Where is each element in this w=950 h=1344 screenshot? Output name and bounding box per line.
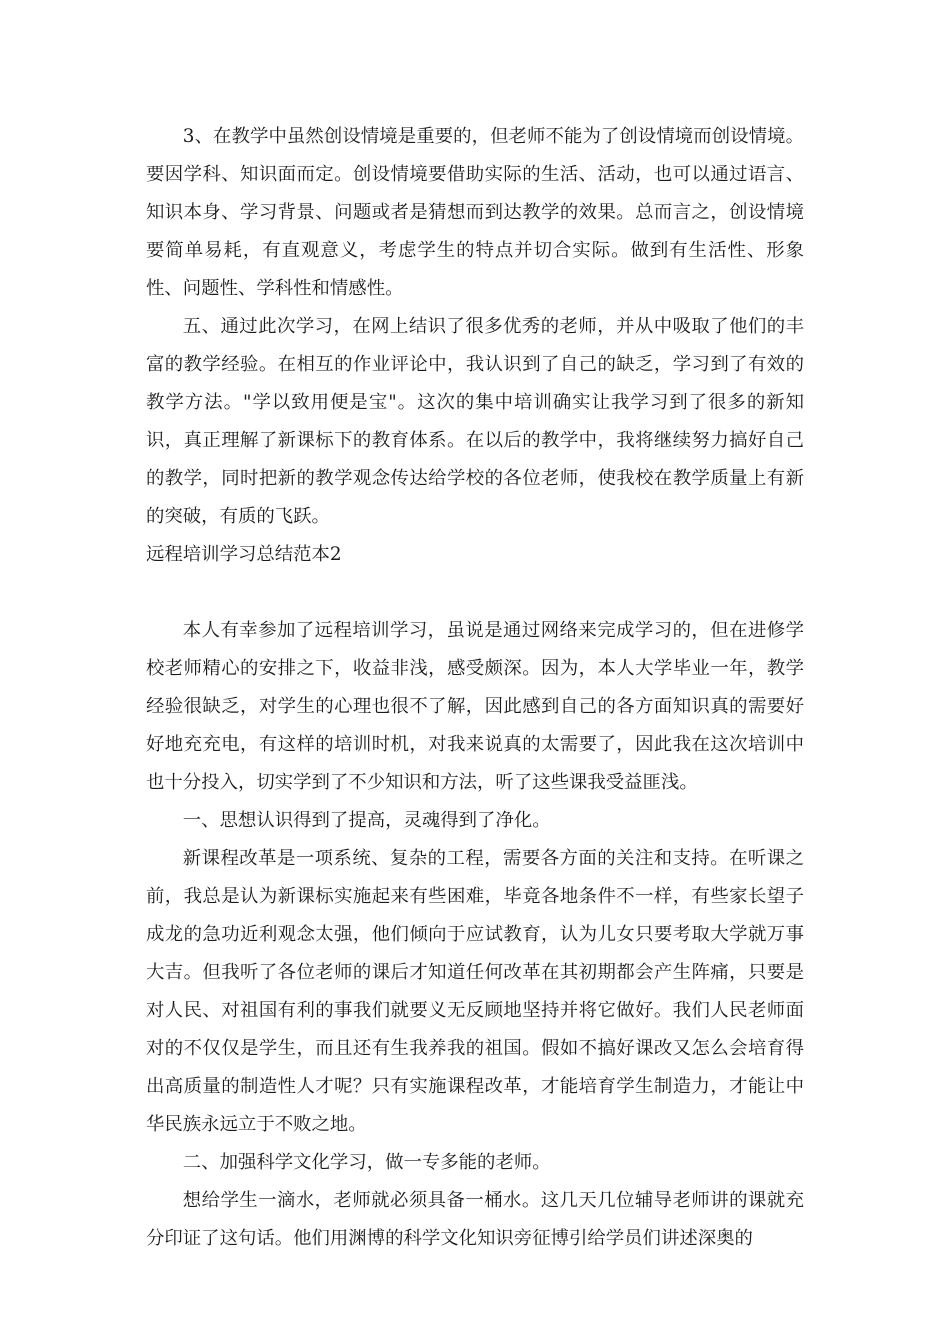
paragraph-teacher-knowledge: 想给学生一滴水，老师就必须具备一桶水。这几天几位辅导老师讲的课就充分印证了这句话。他们用渊博的科学文化知识旁征博引给学员们讲述深奥的 xyxy=(146,1190,804,1249)
paragraph-learning-outcome: 五、通过此次学习，在网上结识了很多优秀的老师，并从中吸取了他们的丰富的教学经验。在相互的作业评论中，我认识到了自己的缺乏，学习到了有效的教学方法。"学以致用便是宝"。这次的集中培训确实让我学习到了很多的新知识，真正理解了新课标下的教育体系。在以后的教学中，我将继续努力搞好自己的教学，同时把新的教学观念传达给学校的各位老师，使我校在教学质量上有新的突破，有质的飞跃。 xyxy=(146,316,804,527)
paragraph-introduction: 本人有幸参加了远程培训学习，虽说是通过网络来完成学习的，但在进修学校老师精心的安排之下，收益非浅，感受颇深。因为，本人大学毕业一年，教学经验很缺乏，对学生的心理也很不了解，因此感到自己的各方面知识真的需要好好地充充电，有这样的培训时机，对我来说真的太需要了，因此我在这次培训中也十分投入，切实学到了不少知识和方法，听了这些课我受益匪浅。 xyxy=(146,620,804,793)
section-title: 远程培训学习总结范本2 xyxy=(146,544,342,565)
subheading-ideology: 一、思想认识得到了提高，灵魂得到了净化。 xyxy=(182,810,551,831)
blank-line xyxy=(146,574,804,612)
paragraph-situation-creation: 3、在教学中虽然创设情境是重要的，但老师不能为了创设情境而创设情境。要因学科、知识面而定。创设情境要借助实际的生活、活动，也可以通过语言、知识本身、学习背景、问题或者是猜想而到达教学的效果。总而言之，创设情境要简单易耗，有直观意义，考虑学生的特点并切合实际。做到有生活性、形象性、问题性、学科性和情感性。 xyxy=(146,126,804,299)
paragraph-curriculum-reform: 新课程改革是一项系统、复杂的工程，需要各方面的关注和支持。在听课之前，我总是认为新课标实施起来有些困难，毕竟各地条件不一样，有些家长望子成龙的急功近利观念太强，他们倾向于应试教育，认为儿女只要考取大学就万事大吉。但我听了各位老师的课后才知道任何改革在其初期都会产生阵痛，只要是对人民、对祖国有利的事我们就要义无反顾地坚持并将它做好。我们人民老师面对的不仅仅是学生，而且还有生我养我的祖国。假如不搞好课改又怎么会培育得出高质量的制造性人才呢？只有实施课程改革，才能培育学生制造力，才能让中华民族永远立于不败之地。 xyxy=(146,848,804,1135)
document-body xyxy=(146,118,804,1258)
subheading-science-culture: 二、加强科学文化学习，做一专多能的老师。 xyxy=(182,1152,551,1173)
